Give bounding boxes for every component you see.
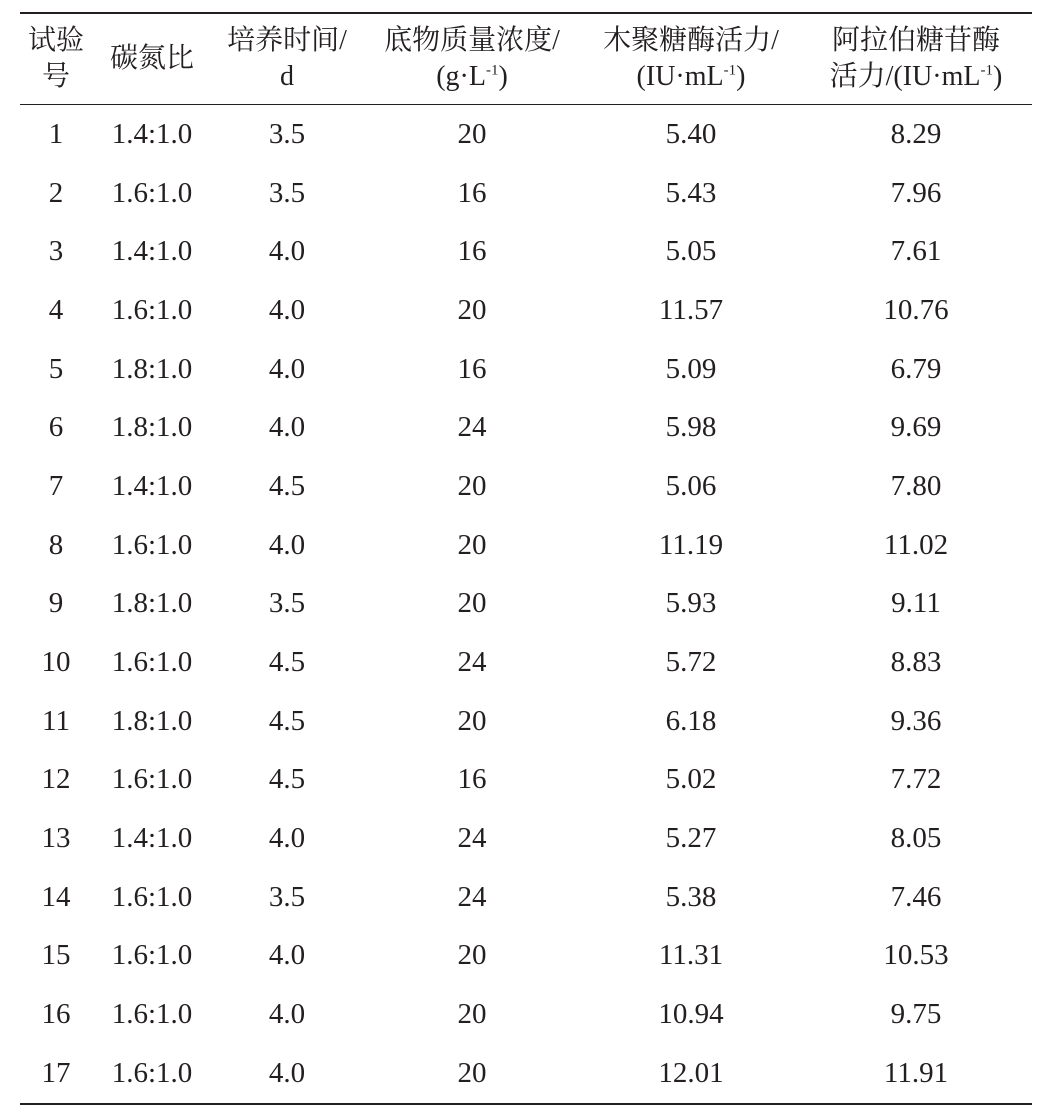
cell-arabinosidase-activity: 9.11 xyxy=(891,587,941,620)
cell-xylanase-activity: 5.40 xyxy=(665,117,717,150)
table-row xyxy=(20,340,1032,399)
cell-trial-number: 16 xyxy=(41,998,71,1031)
cell-cn-ratio: 1.8:1.0 xyxy=(111,587,193,620)
cell-trial-number: 17 xyxy=(41,1056,71,1089)
cell-trial-number: 5 xyxy=(48,352,64,385)
cell-cn-ratio: 1.6:1.0 xyxy=(111,1056,193,1089)
cell-trial-number: 6 xyxy=(48,411,64,444)
cell-cn-ratio: 1.6:1.0 xyxy=(111,528,193,561)
cell-arabinosidase-activity: 8.05 xyxy=(890,822,942,855)
cell-substrate-concentration: 24 xyxy=(457,822,487,855)
header-line: 底物质量浓度/ xyxy=(384,25,560,56)
header-line: $(IU\cdot mL^{-1})$ xyxy=(636,61,746,92)
cell-arabinosidase-activity: 11.91 xyxy=(883,1056,949,1089)
cell-arabinosidase-activity: 9.75 xyxy=(890,998,942,1031)
cell-arabinosidase-activity: 8.29 xyxy=(890,117,942,150)
cell-trial-number: 4 xyxy=(48,293,64,326)
table-row xyxy=(20,633,1032,692)
cell-xylanase-activity: 11.31 xyxy=(658,939,724,972)
cell-culture-time: 3.5 xyxy=(268,880,306,913)
header-line: d xyxy=(280,61,294,92)
table-row xyxy=(20,575,1032,634)
cell-arabinosidase-activity: 7.96 xyxy=(890,176,942,209)
cell-cn-ratio: 1.6:1.0 xyxy=(111,293,193,326)
header-line: $(g\cdot L^{-1})$ xyxy=(436,61,508,92)
table-body xyxy=(20,105,1032,1104)
cell-substrate-concentration: 20 xyxy=(457,998,487,1031)
cell-culture-time: 4.0 xyxy=(268,1056,306,1089)
cell-substrate-concentration: 20 xyxy=(457,117,487,150)
cell-substrate-concentration: 20 xyxy=(457,939,487,972)
cell-trial-number: 2 xyxy=(48,176,64,209)
cell-xylanase-activity: 5.27 xyxy=(665,822,717,855)
cell-culture-time: 4.5 xyxy=(268,469,306,502)
table-row xyxy=(20,105,1032,164)
cell-substrate-concentration: 24 xyxy=(457,411,487,444)
header-line: 试验 xyxy=(27,25,84,56)
cell-substrate-concentration: 24 xyxy=(457,646,487,679)
cell-xylanase-activity: 10.94 xyxy=(658,998,724,1031)
cell-cn-ratio: 1.8:1.0 xyxy=(111,352,193,385)
table-row xyxy=(20,398,1032,457)
header-xylanase-activity xyxy=(582,13,800,105)
cell-trial-number: 7 xyxy=(48,469,64,502)
cell-trial-number: 15 xyxy=(41,939,71,972)
table-row xyxy=(20,868,1032,927)
header-arabinosidase-activity xyxy=(800,13,1032,105)
cell-cn-ratio: 1.8:1.0 xyxy=(111,704,193,737)
cell-substrate-concentration: 16 xyxy=(457,176,487,209)
cell-xylanase-activity: 5.72 xyxy=(665,646,717,679)
table-row xyxy=(20,516,1032,575)
cell-arabinosidase-activity: 9.36 xyxy=(890,704,942,737)
cell-trial-number: 1 xyxy=(48,117,64,150)
cell-culture-time: 4.5 xyxy=(268,646,306,679)
cell-culture-time: 4.5 xyxy=(268,704,306,737)
cell-xylanase-activity: 5.02 xyxy=(665,763,717,796)
header-line: 活力$/(IU\cdot mL^{-1})$ xyxy=(829,61,1003,92)
cell-cn-ratio: 1.4:1.0 xyxy=(111,235,193,268)
cell-substrate-concentration: 20 xyxy=(457,587,487,620)
table-row xyxy=(20,1044,1032,1104)
cell-arabinosidase-activity: 9.69 xyxy=(890,411,942,444)
header-line: 号 xyxy=(41,61,70,92)
table-row xyxy=(20,164,1032,223)
cell-arabinosidase-activity: 10.53 xyxy=(883,939,949,972)
cell-cn-ratio: 1.6:1.0 xyxy=(111,998,193,1031)
cell-cn-ratio: 1.6:1.0 xyxy=(111,646,193,679)
cell-substrate-concentration: 20 xyxy=(457,704,487,737)
cell-substrate-concentration: 16 xyxy=(457,235,487,268)
header-line: 碳氮比 xyxy=(109,43,194,74)
cell-xylanase-activity: 11.19 xyxy=(658,528,724,561)
cell-culture-time: 4.0 xyxy=(268,998,306,1031)
cell-cn-ratio: 1.8:1.0 xyxy=(111,411,193,444)
cell-cn-ratio: 1.6:1.0 xyxy=(111,176,193,209)
cell-culture-time: 4.0 xyxy=(268,235,306,268)
cell-cn-ratio: 1.4:1.0 xyxy=(111,117,193,150)
cell-xylanase-activity: 5.06 xyxy=(665,469,717,502)
cell-xylanase-activity: 6.18 xyxy=(665,704,717,737)
cell-culture-time: 4.5 xyxy=(268,763,306,796)
table-row xyxy=(20,809,1032,868)
header-line: 培养时间/ xyxy=(227,25,347,56)
header-line: 木聚糖酶活力/ xyxy=(603,25,779,56)
table-row xyxy=(20,457,1032,516)
table-row xyxy=(20,281,1032,340)
cell-substrate-concentration: 16 xyxy=(457,763,487,796)
cell-trial-number: 12 xyxy=(41,763,71,796)
cell-xylanase-activity: 5.38 xyxy=(665,880,717,913)
table-header xyxy=(20,13,1032,105)
cell-culture-time: 4.0 xyxy=(268,939,306,972)
table-row xyxy=(20,222,1032,281)
header-row xyxy=(20,13,1032,105)
cell-culture-time: 4.0 xyxy=(268,352,306,385)
cell-arabinosidase-activity: 7.61 xyxy=(890,235,942,268)
cell-arabinosidase-activity: 8.83 xyxy=(890,646,942,679)
cell-xylanase-activity: 5.43 xyxy=(665,176,717,209)
experiment-results-table xyxy=(20,12,1032,1105)
cell-cn-ratio: 1.6:1.0 xyxy=(111,763,193,796)
cell-trial-number: 3 xyxy=(48,235,64,268)
table-row xyxy=(20,985,1032,1044)
cell-culture-time: 3.5 xyxy=(268,117,306,150)
cell-cn-ratio: 1.6:1.0 xyxy=(111,880,193,913)
cell-arabinosidase-activity: 7.72 xyxy=(890,763,942,796)
cell-trial-number: 14 xyxy=(41,880,71,913)
cell-culture-time: 3.5 xyxy=(268,176,306,209)
header-trial-number xyxy=(20,13,92,105)
header-cn-ratio xyxy=(92,13,212,105)
table-row xyxy=(20,692,1032,751)
cell-substrate-concentration: 16 xyxy=(457,352,487,385)
cell-substrate-concentration: 20 xyxy=(457,469,487,502)
cell-xylanase-activity: 5.93 xyxy=(665,587,717,620)
cell-culture-time: 4.0 xyxy=(268,411,306,444)
cell-substrate-concentration: 20 xyxy=(457,293,487,326)
table-row xyxy=(20,927,1032,986)
cell-xylanase-activity: 12.01 xyxy=(658,1056,724,1089)
cell-xylanase-activity: 5.05 xyxy=(665,235,717,268)
cell-trial-number: 11 xyxy=(42,704,70,737)
cell-xylanase-activity: 11.57 xyxy=(658,293,724,326)
cell-xylanase-activity: 5.98 xyxy=(665,411,717,444)
cell-culture-time: 4.0 xyxy=(268,528,306,561)
header-line: 阿拉伯糖苷酶 xyxy=(831,25,1000,56)
cell-xylanase-activity: 5.09 xyxy=(665,352,717,385)
cell-trial-number: 9 xyxy=(48,587,64,620)
cell-trial-number: 13 xyxy=(41,822,71,855)
header-substrate-concentration xyxy=(362,13,582,105)
cell-culture-time: 3.5 xyxy=(268,587,306,620)
cell-substrate-concentration: 20 xyxy=(457,1056,487,1089)
cell-arabinosidase-activity: 11.02 xyxy=(883,528,949,561)
cell-arabinosidase-activity: 7.46 xyxy=(890,880,942,913)
cell-cn-ratio: 1.4:1.0 xyxy=(111,469,193,502)
cell-arabinosidase-activity: 7.80 xyxy=(890,469,942,502)
header-culture-time xyxy=(212,13,362,105)
table-row xyxy=(20,751,1032,810)
cell-trial-number: 8 xyxy=(48,528,64,561)
cell-culture-time: 4.0 xyxy=(268,293,306,326)
cell-arabinosidase-activity: 10.76 xyxy=(883,293,949,326)
cell-cn-ratio: 1.6:1.0 xyxy=(111,939,193,972)
cell-substrate-concentration: 24 xyxy=(457,880,487,913)
cell-arabinosidase-activity: 6.79 xyxy=(890,352,942,385)
data-table-container xyxy=(20,12,1032,1105)
cell-substrate-concentration: 20 xyxy=(457,528,487,561)
cell-culture-time: 4.0 xyxy=(268,822,306,855)
cell-trial-number: 10 xyxy=(41,646,71,679)
cell-cn-ratio: 1.4:1.0 xyxy=(111,822,193,855)
